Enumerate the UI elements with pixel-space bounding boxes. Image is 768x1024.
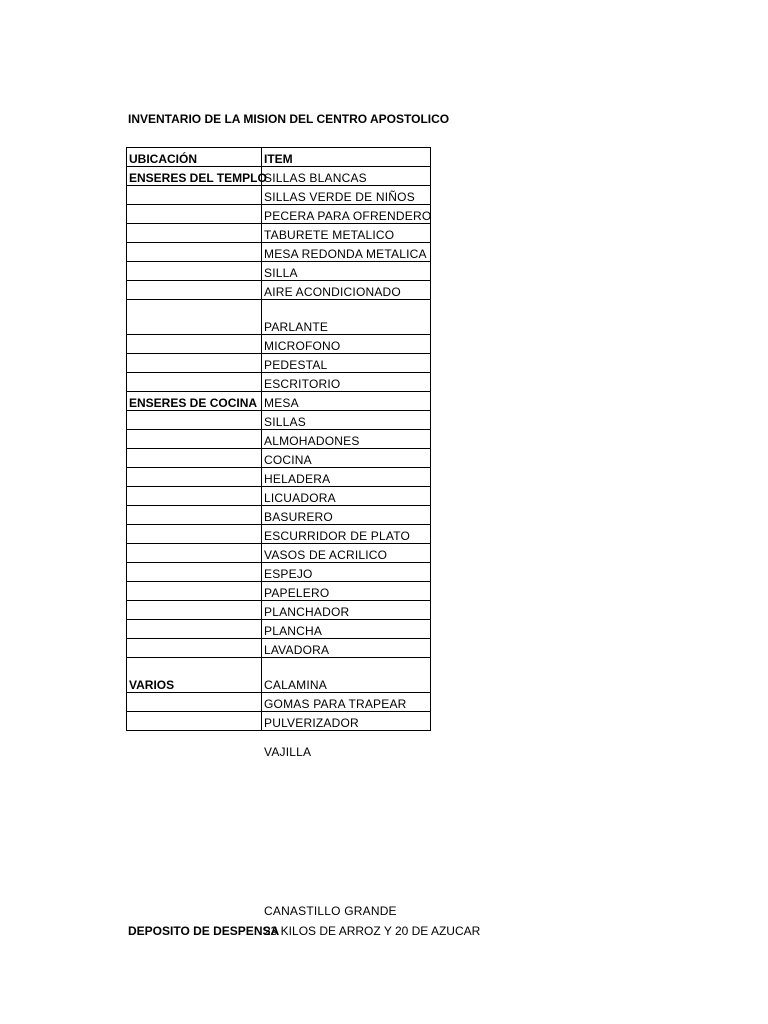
ubicacion-cell	[127, 582, 262, 601]
header-ubicacion: UBICACIÓN	[127, 148, 262, 167]
table-row	[127, 582, 431, 601]
table-row	[127, 506, 431, 525]
ubicacion-cell	[127, 281, 262, 300]
ubicacion-cell	[127, 693, 262, 712]
item-cell: SILLAS VERDE DE NIÑOS	[262, 186, 431, 205]
table-row	[127, 601, 431, 620]
ubicacion-cell	[127, 300, 262, 335]
table-row	[127, 487, 431, 506]
table-row	[127, 620, 431, 639]
ubicacion-cell	[127, 544, 262, 563]
item-cell: PULVERIZADOR	[262, 712, 431, 731]
ubicacion-cell: VARIOS	[127, 658, 262, 693]
item-cell: ESPEJO	[262, 563, 431, 582]
item-cell: LICUADORA	[262, 487, 431, 506]
table-row	[127, 281, 431, 300]
canastillo-item: CANASTILLO GRANDE	[264, 904, 397, 918]
deposito-item: 23 KILOS DE ARROZ Y 20 DE AZUCAR	[264, 924, 481, 938]
table-row	[127, 205, 431, 224]
item-cell: PAPELERO	[262, 582, 431, 601]
ubicacion-cell	[127, 506, 262, 525]
table-row	[127, 186, 431, 205]
ubicacion-cell	[127, 563, 262, 582]
table-row	[127, 243, 431, 262]
item-cell: SILLAS BLANCAS	[262, 167, 431, 186]
table-row	[127, 167, 431, 186]
table-row	[127, 354, 431, 373]
item-cell: PLANCHA	[262, 620, 431, 639]
item-cell: ESCURRIDOR DE PLATO	[262, 525, 431, 544]
item-cell: ALMOHADONES	[262, 430, 431, 449]
item-cell: MESA	[262, 392, 431, 411]
table-row	[127, 544, 431, 563]
ubicacion-cell	[127, 262, 262, 281]
inventory-table	[126, 147, 431, 731]
item-cell: PEDESTAL	[262, 354, 431, 373]
item-cell: SILLAS	[262, 411, 431, 430]
item-cell: LAVADORA	[262, 639, 431, 658]
ubicacion-cell	[127, 243, 262, 262]
item-cell: AIRE ACONDICIONADO	[262, 281, 431, 300]
table-row	[127, 449, 431, 468]
item-cell: SILLA	[262, 262, 431, 281]
table-row	[127, 411, 431, 430]
item-cell: VASOS DE ACRILICO	[262, 544, 431, 563]
table-row	[127, 300, 431, 335]
item-cell: BASURERO	[262, 506, 431, 525]
item-cell: PECERA PARA OFRENDERO	[262, 205, 431, 224]
item-cell: TABURETE METALICO	[262, 224, 431, 243]
table-row	[127, 563, 431, 582]
deposito-label: DEPOSITO DE DESPENSA	[128, 924, 280, 938]
table-row	[127, 335, 431, 354]
ubicacion-cell	[127, 205, 262, 224]
item-cell: GOMAS PARA TRAPEAR	[262, 693, 431, 712]
table-row	[127, 658, 431, 693]
table-row	[127, 712, 431, 731]
ubicacion-cell	[127, 620, 262, 639]
ubicacion-cell	[127, 335, 262, 354]
ubicacion-cell	[127, 639, 262, 658]
item-cell: MESA REDONDA METALICA	[262, 243, 431, 262]
vajilla-item: VAJILLA	[264, 745, 312, 759]
ubicacion-cell	[127, 487, 262, 506]
ubicacion-cell	[127, 411, 262, 430]
item-cell: COCINA	[262, 449, 431, 468]
ubicacion-cell	[127, 525, 262, 544]
item-cell: CALAMINA	[262, 658, 431, 693]
table-row	[127, 373, 431, 392]
ubicacion-cell: ENSERES DEL TEMPLO	[127, 167, 262, 186]
table-row	[127, 224, 431, 243]
ubicacion-cell	[127, 449, 262, 468]
item-cell: MICROFONO	[262, 335, 431, 354]
table-row	[127, 262, 431, 281]
table-row	[127, 430, 431, 449]
ubicacion-cell	[127, 712, 262, 731]
ubicacion-cell	[127, 430, 262, 449]
item-cell: ESCRITORIO	[262, 373, 431, 392]
table-row	[127, 525, 431, 544]
ubicacion-cell	[127, 224, 262, 243]
ubicacion-cell	[127, 373, 262, 392]
table-header-row	[127, 148, 431, 167]
ubicacion-cell	[127, 186, 262, 205]
table-row	[127, 392, 431, 411]
item-cell: PARLANTE	[262, 300, 431, 335]
document-title: INVENTARIO DE LA MISION DEL CENTRO APOSTOLICO	[128, 112, 450, 126]
table-row	[127, 693, 431, 712]
item-cell: PLANCHADOR	[262, 601, 431, 620]
table-row	[127, 639, 431, 658]
ubicacion-cell	[127, 601, 262, 620]
ubicacion-cell	[127, 468, 262, 487]
item-cell: HELADERA	[262, 468, 431, 487]
table-row	[127, 468, 431, 487]
header-item: ITEM	[262, 148, 431, 167]
ubicacion-cell: ENSERES DE COCINA	[127, 392, 262, 411]
ubicacion-cell	[127, 354, 262, 373]
